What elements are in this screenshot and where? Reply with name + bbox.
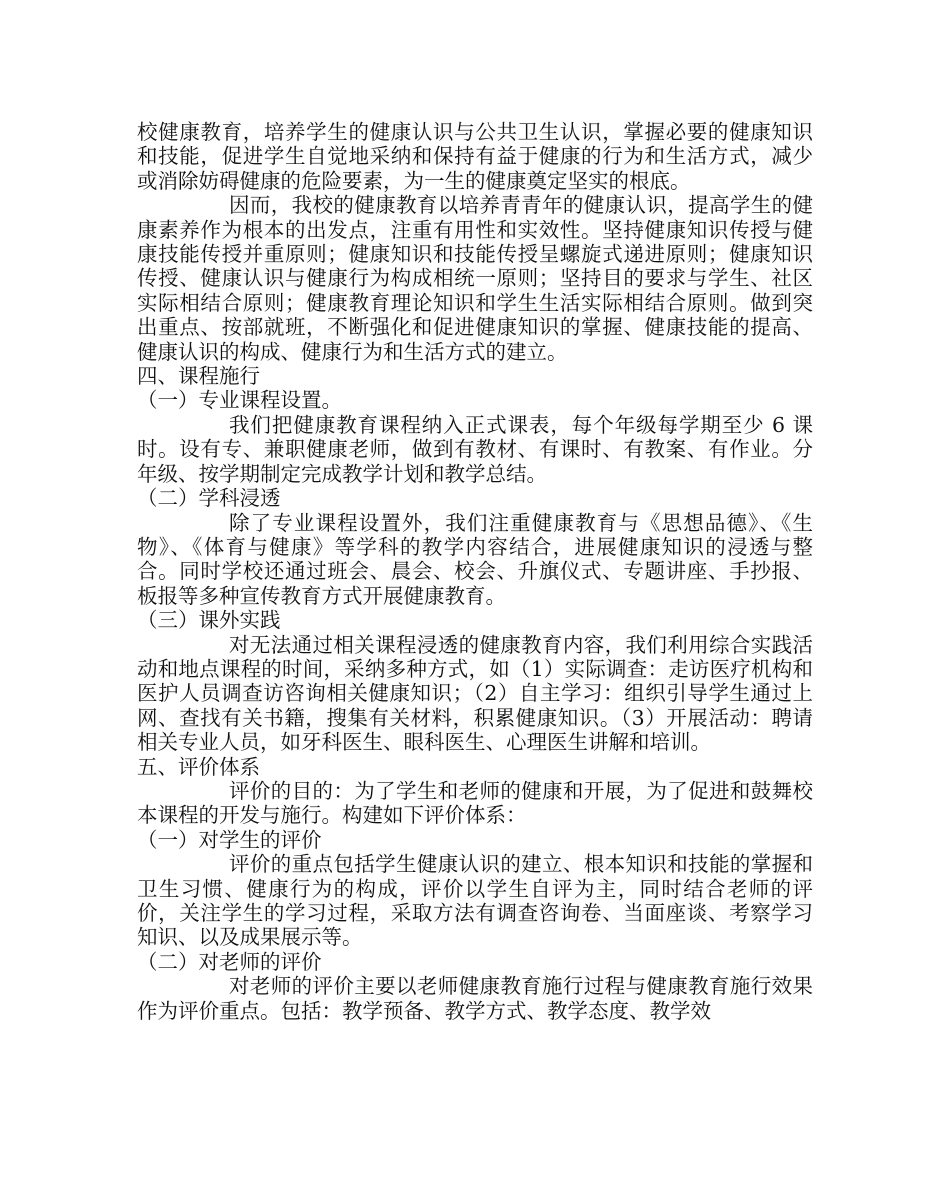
paragraph-5-1: 评价的重点包括学生健康认识的建立、根本知识和技能的掌握和卫生习惯、健康行为的构成，评价以学生自评为主，同时结合老师的评价，关注学生的学习过程，采取方法有调查咨询卷、当面座谈、考察学习知识、以及成果展示等。 — [137, 852, 813, 950]
paragraph-principles: 因而，我校的健康教育以培养青青年的健康认识，提高学生的健康素养作为根本的出发点，注重有用性和实效性。坚持健康知识传授与健康技能传授并重原则；健康知识和技能传授呈螺旋式递进原则；健康知识传授、健康认识与健康行为构成相统一原则；坚持目的要求与学生、社区实际相结合原则；健康教育理论知识和学生生活实际相结合原则。做到突出重点、按部就班，不断强化和促进健康知识的掌握、健康技能的提高、健康认识的构成、健康行为和生活方式的建立。 — [137, 193, 813, 364]
paragraph-intro: 校健康教育，培养学生的健康认识与公共卫生认识，掌握必要的健康知识和技能，促进学生自觉地采纳和保持有益于健康的行为和生活方式，减少或消除妨碍健康的危险要素，为一生的健康奠定坚实的根底。 — [137, 120, 813, 193]
subheading-5-2: （二）对老师的评价 — [137, 949, 322, 974]
paragraph-5-2: 对老师的评价主要以老师健康教育施行过程与健康教育施行效果作为评价重点。包括：教学预备、教学方式、教学态度、教学效 — [137, 974, 813, 1023]
subheading-4-1: （一）专业课程设置。 — [137, 388, 342, 413]
section-heading-4: 四、课程施行 — [137, 364, 260, 389]
paragraph-4-2: 除了专业课程设置外，我们注重健康教育与《思想品德》、《生物》、《体育与健康》等学科的教学内容结合，进展健康知识的浸透与整合。同时学校还通过班会、晨会、校会、升旗仪式、专题讲座、手抄报、板报等多种宣传教育方式开展健康教育。 — [137, 510, 813, 608]
subheading-4-2: （二）学科浸透 — [137, 486, 281, 511]
subheading-5-1: （一）对学生的评价 — [137, 827, 322, 852]
subheading-4-3: （三）课外实践 — [137, 608, 281, 633]
paragraph-4-3: 对无法通过相关课程浸透的健康教育内容，我们利用综合实践活动和地点课程的时间，采纳多种方式，如（1）实际调查：走访医疗机构和医护人员调查访咨询相关健康知识；（2）自主学习：组织引导学生通过上网、查找有关书籍，搜集有关材料，积累健康知识。（3）开展活动：聘请相关专业人员，如牙科医生、眼科医生、心理医生讲解和培训。 — [137, 632, 813, 755]
paragraph-5-intro: 评价的目的：为了学生和老师的健康和开展，为了促进和鼓舞校本课程的开发与施行。构建如下评价体系： — [137, 778, 813, 828]
document-page — [137, 120, 813, 1023]
section-heading-5: 五、评价体系 — [137, 754, 260, 779]
paragraph-4-1: 我们把健康教育课程纳入正式课表，每个年级每学期至少 6 课时。设有专、兼职健康老师，做到有教材、有课时、有教案、有作业。分年级、按学期制定完成教学计划和教学总结。 — [137, 412, 813, 486]
